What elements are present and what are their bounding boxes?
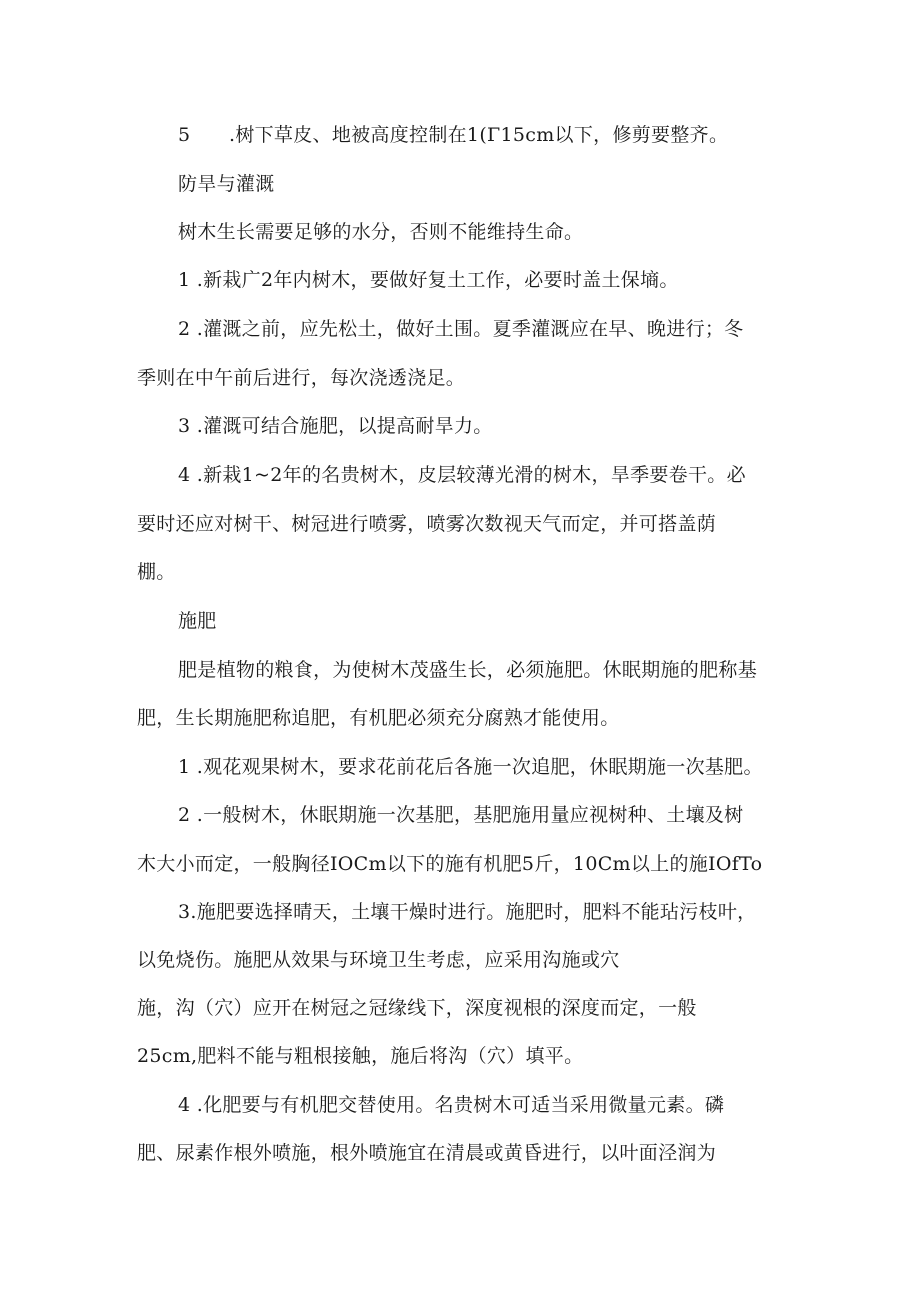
paragraph-fertilizer-intro-line-1: 肥是植物的粮食，为使树木茂盛生长，必须施肥。休眠期施的肥称基 [178, 659, 758, 681]
irrigation-item-4-line-1: 4 .新栽1~2年的名贵树木，皮层较薄光滑的树木，旱季要卷干。必 [178, 464, 746, 486]
irrigation-item-1: 1 .新栽广2年内树木，要做好复土工作，必要时盖土保墒。 [178, 269, 679, 291]
paragraph-water-need: 树木生长需要足够的水分，否则不能维持生命。 [178, 221, 584, 243]
fertilizer-item-2-line-1: 2 .一般树木，休眠期施一次基肥，基肥施用量应视树种、土壤及树 [178, 804, 744, 826]
irrigation-item-2-line-1: 2 .灌溉之前，应先松土，做好土围。夏季灌溉应在早、晚进行；冬 [178, 318, 744, 340]
irrigation-item-4-line-2: 要时还应对树干、树冠进行喷雾，喷雾次数视天气而定，并可搭盖荫 [137, 513, 717, 535]
item-5-lawn-height: 5 .树下草皮、地被高度控制在1(Γ15cm以下，修剪要整齐。 [178, 124, 729, 146]
paragraph-fertilizer-intro-line-2: 肥，生长期施肥称追肥，有机肥必须充分腐熟才能使用。 [137, 707, 620, 729]
irrigation-item-4-line-3: 棚。 [137, 561, 176, 583]
irrigation-item-2-line-2: 季则在中午前后进行，每次浇透浇足。 [137, 367, 466, 389]
fertilizer-item-3-line-4: 25cm,肥料不能与粗根接触，施后将沟（穴）填平。 [137, 1045, 584, 1067]
fertilizer-item-3-line-3: 施，沟（穴）应开在树冠之冠缘线下，深度视根的深度而定，一般 [137, 997, 697, 1019]
fertilizer-item-4-line-1: 4 .化肥要与有机肥交替使用。名贵树木可适当采用微量元素。磷 [178, 1094, 725, 1116]
section-heading-drought-irrigation: 防旱与灌溉 [178, 173, 275, 195]
fertilizer-item-3-line-1: 3.施肥要选择晴天，土壤干燥时进行。施肥时，肥料不能玷污枝叶， [178, 901, 757, 923]
fertilizer-item-4-line-2: 肥、尿素作根外喷施，根外喷施宜在清晨或黄昏进行，以叶面泾润为 [137, 1142, 717, 1164]
fertilizer-item-3-line-2: 以免烧伤。施肥从效果与环境卫生考虑，应采用沟施或穴 [137, 949, 620, 971]
fertilizer-item-2-line-2: 木大小而定，一般胸径IOCm以下的施有机肥5斤，10Cm以上的施IOfTo [137, 853, 763, 875]
irrigation-item-3: 3 .灌溉可结合施肥，以提高耐旱力。 [178, 415, 493, 437]
section-heading-fertilizing: 施肥 [178, 610, 217, 632]
fertilizer-item-1: 1 .观花观果树木，要求花前花后各施一次追肥，休眠期施一次基肥。 [178, 756, 763, 778]
